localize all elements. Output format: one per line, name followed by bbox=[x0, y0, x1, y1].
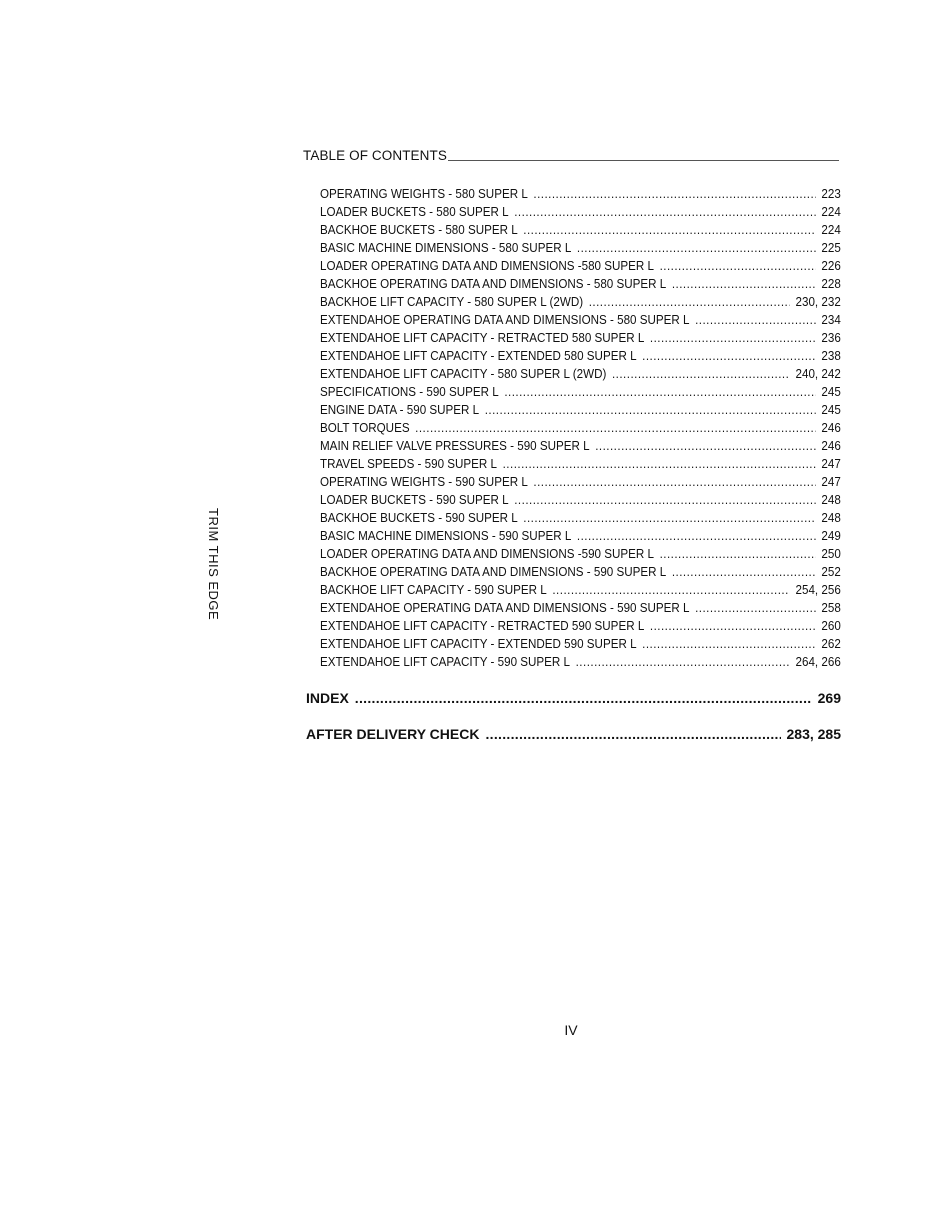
toc-entry[interactable] bbox=[320, 241, 841, 259]
entry-page: 240, 242 bbox=[795, 367, 841, 381]
entry-page: 224 bbox=[821, 223, 841, 237]
toc-entry[interactable] bbox=[320, 277, 841, 295]
entry-page: 258 bbox=[821, 601, 841, 615]
header-rule bbox=[448, 160, 839, 161]
entry-page: 246 bbox=[821, 439, 841, 453]
dot-leader bbox=[485, 726, 780, 742]
entry-label: BACKHOE LIFT CAPACITY - 590 SUPER L bbox=[320, 583, 547, 597]
entry-page: 226 bbox=[821, 259, 841, 273]
dot-leader bbox=[523, 511, 816, 525]
entry-label: TRAVEL SPEEDS - 590 SUPER L bbox=[320, 457, 498, 471]
entry-label: EXTENDAHOE OPERATING DATA AND DIMENSIONS - 580 SUPER L bbox=[320, 313, 690, 327]
entry-label: EXTENDAHOE LIFT CAPACITY - 580 SUPER L (2WD) bbox=[320, 367, 607, 381]
entry-page: 250 bbox=[821, 547, 841, 561]
entry-page: 262 bbox=[821, 637, 841, 651]
dot-leader bbox=[533, 187, 815, 201]
entry-label: LOADER OPERATING DATA AND DIMENSIONS -590 SUPER L bbox=[320, 547, 654, 561]
entry-page: 245 bbox=[821, 403, 841, 417]
toc-entry[interactable] bbox=[320, 583, 841, 601]
dot-leader bbox=[503, 457, 816, 471]
toc-header bbox=[303, 148, 839, 163]
toc-entry[interactable] bbox=[320, 529, 841, 547]
dot-leader bbox=[672, 277, 816, 291]
toc-entries bbox=[320, 187, 841, 673]
entry-label: BACKHOE OPERATING DATA AND DIMENSIONS - 580 SUPER L bbox=[320, 277, 667, 291]
entry-page: 249 bbox=[821, 529, 841, 543]
entry-label: EXTENDAHOE LIFT CAPACITY - 590 SUPER L bbox=[320, 655, 571, 669]
entry-page: 225 bbox=[821, 241, 841, 255]
entry-page: 230, 232 bbox=[795, 295, 841, 309]
toc-entry[interactable] bbox=[320, 295, 841, 313]
entry-label: BASIC MACHINE DIMENSIONS - 590 SUPER L bbox=[320, 529, 572, 543]
entry-page: 238 bbox=[821, 349, 841, 363]
entry-label: OPERATING WEIGHTS - 590 SUPER L bbox=[320, 475, 528, 489]
dot-leader bbox=[695, 601, 816, 615]
dot-leader bbox=[514, 205, 816, 219]
entry-label: EXTENDAHOE LIFT CAPACITY - EXTENDED 590 SUPER L bbox=[320, 637, 637, 651]
entry-label: EXTENDAHOE OPERATING DATA AND DIMENSIONS - 590 SUPER L bbox=[320, 601, 690, 615]
dot-leader bbox=[672, 565, 816, 579]
toc-entry[interactable] bbox=[320, 205, 841, 223]
entry-page: 228 bbox=[821, 277, 841, 291]
entry-label: BACKHOE LIFT CAPACITY - 580 SUPER L (2WD) bbox=[320, 295, 584, 309]
entry-page: 236 bbox=[821, 331, 841, 345]
entry-label: BACKHOE BUCKETS - 580 SUPER L bbox=[320, 223, 518, 237]
toc-entry[interactable] bbox=[320, 601, 841, 619]
entry-label: BACKHOE OPERATING DATA AND DIMENSIONS - 590 SUPER L bbox=[320, 565, 667, 579]
dot-leader bbox=[552, 583, 790, 597]
entry-label: BASIC MACHINE DIMENSIONS - 580 SUPER L bbox=[320, 241, 572, 255]
dot-leader bbox=[650, 331, 816, 345]
page-number: IV bbox=[564, 1022, 578, 1038]
dot-leader bbox=[595, 439, 816, 453]
dot-leader bbox=[577, 529, 816, 543]
entry-page: 254, 256 bbox=[795, 583, 841, 597]
entry-label: EXTENDAHOE LIFT CAPACITY - RETRACTED 590 SUPER L bbox=[320, 619, 645, 633]
entry-page: 269 bbox=[817, 690, 841, 706]
toc-entry[interactable] bbox=[320, 565, 841, 583]
entry-page: 252 bbox=[821, 565, 841, 579]
entry-page: 224 bbox=[821, 205, 841, 219]
dot-leader bbox=[415, 421, 816, 435]
entry-label: SPECIFICATIONS - 590 SUPER L bbox=[320, 385, 499, 399]
entry-page: 248 bbox=[821, 511, 841, 525]
page-title: TABLE OF CONTENTS bbox=[303, 148, 447, 163]
toc-entry[interactable] bbox=[320, 403, 841, 421]
entry-label: LOADER OPERATING DATA AND DIMENSIONS -580 SUPER L bbox=[320, 259, 654, 273]
entry-page: 247 bbox=[821, 457, 841, 471]
dot-leader bbox=[485, 403, 816, 417]
entry-label: OPERATING WEIGHTS - 580 SUPER L bbox=[320, 187, 528, 201]
dot-leader bbox=[695, 313, 816, 327]
toc-entry[interactable] bbox=[320, 331, 841, 349]
entry-page: 247 bbox=[821, 475, 841, 489]
entry-page: 245 bbox=[821, 385, 841, 399]
dot-leader bbox=[589, 295, 790, 309]
entry-page: 248 bbox=[821, 493, 841, 507]
toc-entry[interactable] bbox=[320, 421, 841, 439]
toc-entry-index[interactable] bbox=[306, 690, 841, 706]
toc-entry[interactable] bbox=[320, 637, 841, 655]
toc-entry[interactable] bbox=[320, 259, 841, 277]
toc-entry[interactable] bbox=[320, 349, 841, 367]
dot-leader bbox=[612, 367, 790, 381]
dot-leader bbox=[576, 655, 790, 669]
toc-entry[interactable] bbox=[320, 223, 841, 241]
toc-entry[interactable] bbox=[320, 547, 841, 565]
dot-leader bbox=[514, 493, 816, 507]
entry-page: 264, 266 bbox=[795, 655, 841, 669]
dot-leader bbox=[533, 475, 815, 489]
entry-page: 234 bbox=[821, 313, 841, 327]
dot-leader bbox=[523, 223, 816, 237]
entry-page: 246 bbox=[821, 421, 841, 435]
entry-label: EXTENDAHOE LIFT CAPACITY - EXTENDED 580 SUPER L bbox=[320, 349, 637, 363]
entry-label: BACKHOE BUCKETS - 590 SUPER L bbox=[320, 511, 518, 525]
toc-entry[interactable] bbox=[320, 439, 841, 457]
dot-leader bbox=[504, 385, 816, 399]
dot-leader bbox=[642, 637, 816, 651]
toc-entry[interactable] bbox=[320, 475, 841, 493]
toc-entry-after-delivery-check[interactable] bbox=[306, 726, 841, 742]
entry-label: AFTER DELIVERY CHECK bbox=[306, 726, 480, 742]
toc-entry[interactable] bbox=[320, 457, 841, 475]
toc-entry[interactable] bbox=[320, 367, 841, 385]
trim-edge-note: TRIM THIS EDGE bbox=[206, 508, 221, 621]
toc-entry[interactable] bbox=[320, 493, 841, 511]
entry-label: ENGINE DATA - 590 SUPER L bbox=[320, 403, 480, 417]
toc-entry[interactable] bbox=[320, 385, 841, 403]
entry-page: 223 bbox=[821, 187, 841, 201]
entry-page: 283, 285 bbox=[786, 726, 841, 742]
entry-label: EXTENDAHOE LIFT CAPACITY - RETRACTED 580 SUPER L bbox=[320, 331, 645, 345]
dot-leader bbox=[577, 241, 816, 255]
dot-leader bbox=[650, 619, 816, 633]
entry-label: MAIN RELIEF VALVE PRESSURES - 590 SUPER L bbox=[320, 439, 590, 453]
toc-entry[interactable] bbox=[320, 511, 841, 529]
dot-leader bbox=[355, 690, 812, 706]
toc-entry[interactable] bbox=[320, 313, 841, 331]
toc-entry[interactable] bbox=[320, 619, 841, 637]
entry-page: 260 bbox=[821, 619, 841, 633]
toc-entry[interactable] bbox=[320, 187, 841, 205]
entry-label: BOLT TORQUES bbox=[320, 421, 410, 435]
dot-leader bbox=[642, 349, 816, 363]
entry-label: INDEX bbox=[306, 690, 349, 706]
dot-leader bbox=[660, 259, 816, 273]
toc-entry[interactable] bbox=[320, 655, 841, 673]
entry-label: LOADER BUCKETS - 590 SUPER L bbox=[320, 493, 509, 507]
entry-label: LOADER BUCKETS - 580 SUPER L bbox=[320, 205, 509, 219]
dot-leader bbox=[660, 547, 816, 561]
